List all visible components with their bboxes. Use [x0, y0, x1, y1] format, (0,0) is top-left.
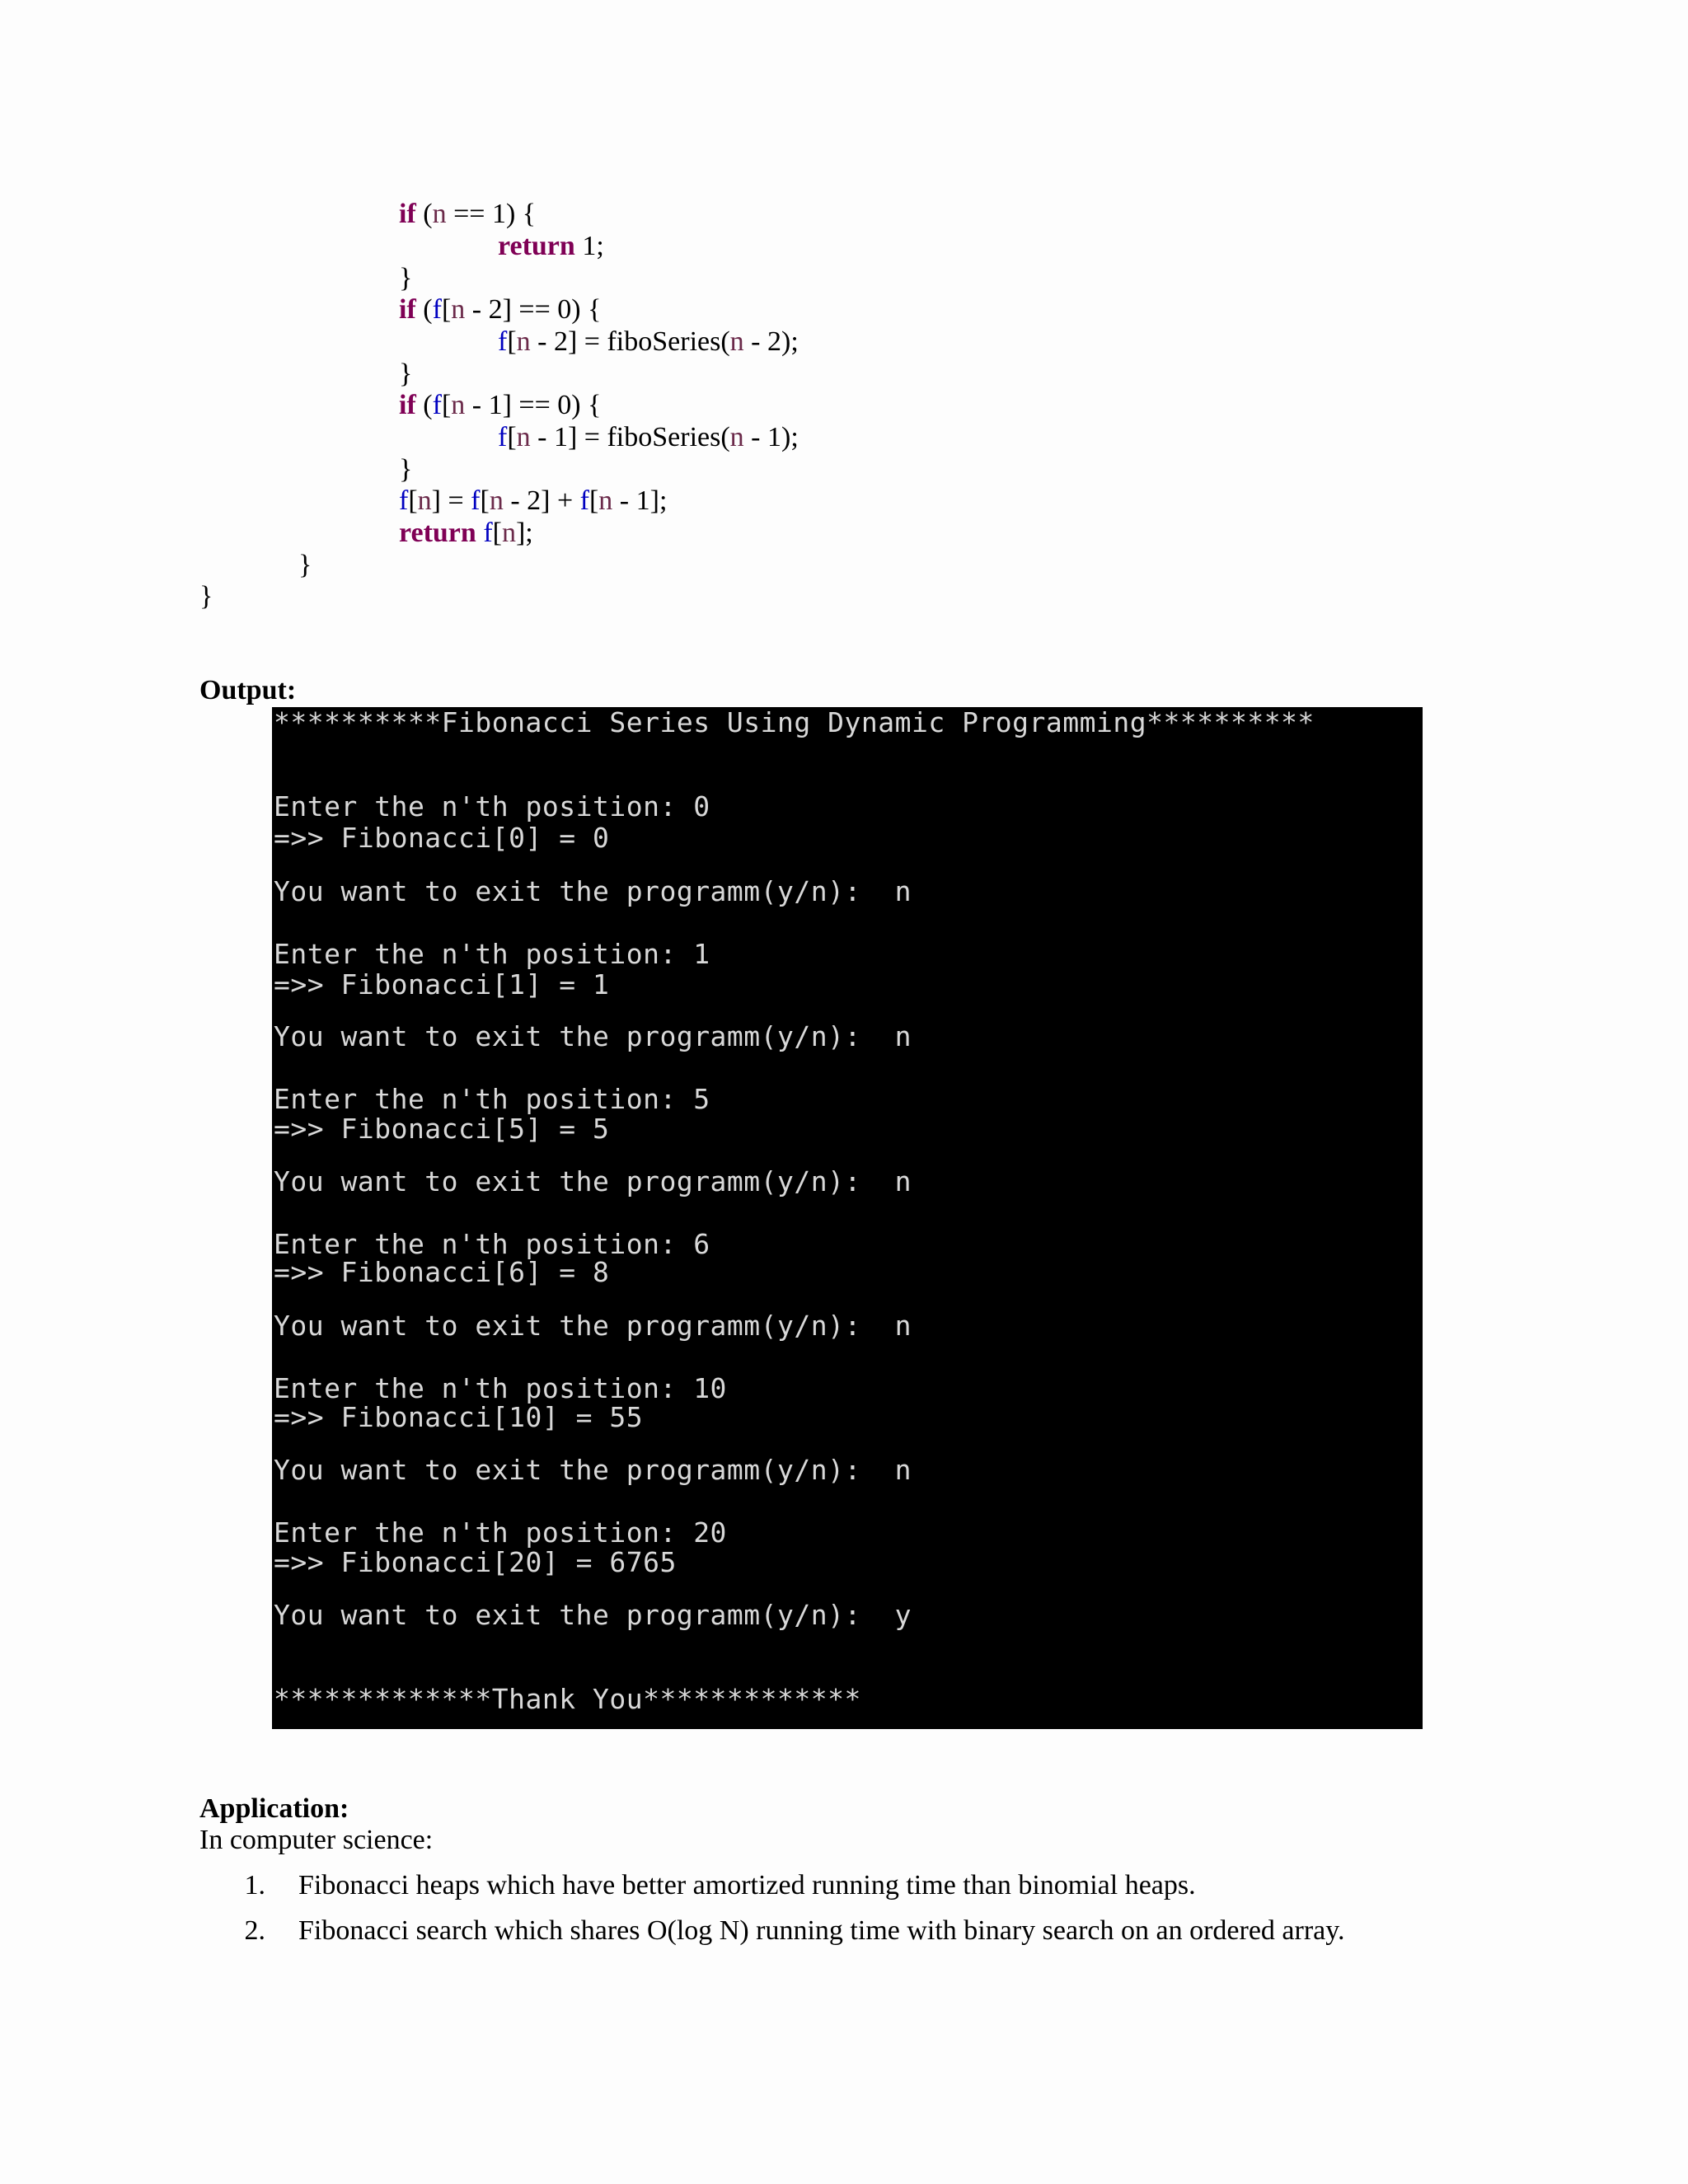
console-line: Enter the n'th position: 0: [274, 790, 710, 823]
code-token: n: [451, 390, 466, 420]
console-line: Enter the n'th position: 1: [274, 938, 710, 970]
code-token: [: [507, 422, 517, 452]
code-token: - 1];: [612, 485, 668, 516]
code-token: (: [415, 294, 433, 325]
list-number: 2.: [244, 1915, 265, 1946]
console-line: Enter the n'th position: 10: [274, 1372, 727, 1404]
code-token: 1;: [574, 231, 604, 261]
code-token: [: [480, 485, 490, 516]
application-intro: In computer science:: [199, 1825, 434, 1855]
console-line: You want to exit the programm(y/n): n: [274, 1454, 912, 1486]
code-token: - 2] +: [503, 485, 580, 516]
console-line: =>> Fibonacci[20] = 6765: [274, 1546, 677, 1578]
console-line: =>> Fibonacci[6] = 8: [274, 1256, 610, 1288]
code-token: ] =: [431, 485, 471, 516]
code-token: n: [501, 518, 516, 548]
code-token: n: [417, 485, 432, 516]
output-heading: Output:: [199, 675, 297, 705]
code-token: ];: [515, 518, 533, 548]
code-token: if: [399, 294, 416, 325]
code-line: [399, 485, 667, 518]
code-token: - 2] == 0) {: [465, 294, 602, 325]
code-token: return: [498, 231, 575, 261]
code-token: if: [399, 199, 416, 229]
code-token: == 1) {: [446, 199, 537, 229]
code-token: n: [451, 294, 466, 325]
code-token: n: [432, 199, 447, 229]
code-line: [498, 421, 799, 454]
code-token: [: [441, 294, 452, 325]
code-token: }: [199, 581, 213, 612]
console-line: *************Thank You*************: [274, 1683, 861, 1715]
code-token: }: [298, 550, 312, 580]
code-token: f: [471, 485, 481, 516]
code-line: [399, 453, 412, 486]
console-line: Enter the n'th position: 5: [274, 1083, 710, 1115]
code-token: f: [498, 326, 508, 357]
code-line: [298, 549, 312, 582]
code-line: [498, 326, 799, 359]
application-heading: Application:: [199, 1793, 349, 1824]
console-line: You want to exit the programm(y/n): n: [274, 1020, 912, 1052]
code-token: [: [492, 518, 502, 548]
code-token: n: [729, 422, 744, 452]
code-token: if: [399, 390, 416, 420]
console-line: You want to exit the programm(y/n): n: [274, 875, 912, 907]
code-token: n: [729, 326, 744, 357]
code-token: f: [432, 390, 442, 420]
code-token: - 1] = fiboSeries(: [530, 422, 730, 452]
console-line: Enter the n'th position: 20: [274, 1516, 727, 1549]
code-token: return: [399, 518, 476, 548]
list-text: Fibonacci search which shares O(log N) running time with binary search on an ordered array.: [298, 1915, 1345, 1946]
code-line: [399, 389, 601, 422]
code-token: f: [579, 485, 589, 516]
console-line: You want to exit the programm(y/n): n: [274, 1310, 912, 1342]
code-token: n: [489, 485, 504, 516]
console-line: =>> Fibonacci[1] = 1: [274, 968, 610, 1001]
code-token: f: [483, 518, 493, 548]
console-line: =>> Fibonacci[10] = 55: [274, 1401, 644, 1433]
code-token: f: [399, 485, 409, 516]
console-line: =>> Fibonacci[0] = 0: [274, 822, 610, 854]
code-token: n: [516, 326, 531, 357]
code-line: [399, 198, 536, 231]
code-token: [: [507, 326, 517, 357]
code-token: f: [498, 422, 508, 452]
console-line: **********Fibonacci Series Using Dynamic Programming**********: [274, 707, 1315, 738]
code-token: (: [415, 390, 433, 420]
console-line: You want to exit the programm(y/n): y: [274, 1599, 912, 1631]
code-line: [399, 358, 412, 391]
code-token: }: [399, 263, 413, 293]
code-line: [498, 230, 604, 263]
console-line: =>> Fibonacci[5] = 5: [274, 1113, 610, 1145]
code-line: [399, 262, 412, 295]
code-token: (: [415, 199, 433, 229]
code-token: }: [399, 454, 413, 485]
code-token: - 1);: [743, 422, 799, 452]
console-output: [272, 707, 1423, 1729]
code-token: - 2] = fiboSeries(: [530, 326, 730, 357]
code-token: - 2);: [743, 326, 799, 357]
code-token: n: [516, 422, 531, 452]
code-token: n: [598, 485, 613, 516]
code-token: [: [588, 485, 599, 516]
code-token: }: [399, 359, 413, 389]
code-line: [199, 580, 213, 613]
console-line: Enter the n'th position: 6: [274, 1228, 710, 1260]
code-token: - 1] == 0) {: [465, 390, 602, 420]
code-line: [399, 517, 533, 550]
list-number: 1.: [244, 1870, 265, 1900]
code-token: [: [441, 390, 452, 420]
code-token: [: [408, 485, 418, 516]
console-line: You want to exit the programm(y/n): n: [274, 1165, 912, 1197]
code-token: f: [432, 294, 442, 325]
list-text: Fibonacci heaps which have better amortized running time than binomial heaps.: [298, 1870, 1196, 1900]
code-line: [399, 293, 601, 326]
